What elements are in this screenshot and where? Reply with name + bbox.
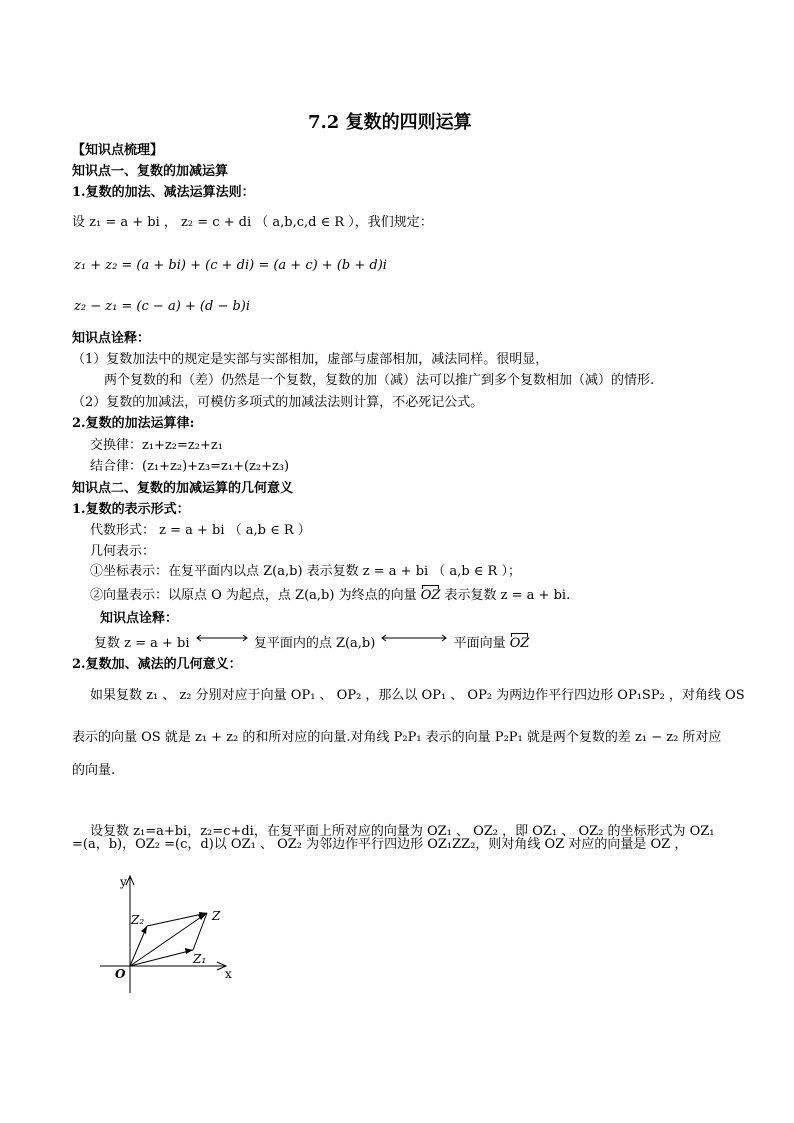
explain-item-2: （2）复数的加减法，可模仿多项式的加减法法则计算，不必死记公式。: [72, 395, 484, 410]
double-arrow-2: [379, 631, 449, 649]
double-arrow-1: [194, 631, 250, 649]
map-vector-oz: OZ: [509, 636, 530, 651]
map-vector: 平面向量: [453, 636, 510, 651]
geometric-meaning-heading: 2.复数加、减法的几何意义：: [72, 657, 242, 672]
addition-formula: z₁ + z₂ = (a + bi) + (c + di) = (a + c) + (b + d)i: [74, 258, 387, 273]
representation-heading: 1.复数的表示形式：: [72, 502, 190, 517]
parallelogram-figure: [95, 868, 245, 998]
x-axis-label: x: [225, 967, 232, 981]
paragraph-1-line-3: 的向量.: [72, 763, 116, 778]
coordinate-representation: ①坐标表示：在复平面内以点 Z(a,b) 表示复数 z = a + bi （ a,b ∈ R ）；: [90, 564, 521, 579]
explain-item-1: （1）复数加法中的规定是实部与实部相加，虚部与虚部相加，减法同样。很明显，: [72, 352, 549, 367]
paragraph-1-line-2: 表示的向量 OS 就是 z₁ + z₂ 的和所对应的向量.对角线 P₂P₁ 表示的向量 P₂P₁ 就是两个复数的差 z₁ − z₂ 所对应: [72, 730, 722, 745]
associative-law: 结合律：(z₁+z₂)+z₃=z₁+(z₂+z₃): [90, 459, 290, 474]
kp1-heading: 知识点一、复数的加减运算: [72, 164, 229, 179]
vector-oz2-head: [141, 926, 147, 934]
paragraph-2-line-1: 设复数 z₁=a+bi，z₂=c+di，在复平面上所对应的向量为 OZ₁ 、 OZ₂ ，即 OZ₁ 、 OZ₂ 的坐标形式为 OZ₁: [90, 824, 715, 839]
point-z1-label: Z₁: [193, 952, 207, 966]
algebraic-form: 代数形式： z = a + bi （ a,b ∈ R ）: [90, 523, 311, 538]
vector-rep-text-b: 表示复数 z = a + bi.: [440, 588, 571, 603]
origin-label: O: [115, 967, 126, 981]
vector-oz1-head: [185, 948, 193, 954]
explain-item-1-cont: 两个复数的和（差）仍然是一个复数，复数的加（减）法可以推广到多个复数相加（减）的情形.: [104, 373, 655, 388]
point-z2-label: Z₂: [131, 913, 145, 927]
vector-oz1: [130, 950, 193, 966]
kp2-heading: 知识点二、复数的加减运算的几何意义: [72, 481, 294, 496]
point-z-label: Z: [212, 909, 221, 923]
kp1-subheading-rules: 1.复数的加法、减法运算法则：: [72, 185, 255, 200]
correspondence-line: [94, 635, 529, 653]
vector-representation: [90, 587, 570, 605]
section-header: 【知识点梳理】: [72, 143, 164, 158]
definition-line: 设 z₁ = a + bi ， z₂ = c + di （ a,b,c,d ∈ R ），我们规定：: [72, 215, 433, 230]
explain-heading-2: 知识点诠释：: [100, 611, 179, 626]
vector-oz: OZ: [420, 588, 441, 603]
map-complex: 复数 z = a + bi: [94, 636, 190, 651]
map-point: 复平面内的点 Z(a,b): [253, 636, 376, 651]
paragraph-2-line-2: =(a，b)，OZ₂ =(c，d)以 OZ₁ 、 OZ₂ 为邻边作平行四边形 OZ₁ZZ₂，则对角线 OZ 对应的向量是 OZ ，: [72, 837, 688, 852]
subtraction-formula: z₂ − z₁ = (c − a) + (d − b)i: [74, 299, 251, 314]
addition-laws-heading: 2.复数的加法运算律:: [72, 416, 195, 431]
edge-z1-z: [193, 913, 207, 950]
explain-heading-1: 知识点诠释：: [72, 331, 151, 346]
y-axis-label: y: [120, 875, 127, 889]
geometric-form: 几何表示：: [90, 544, 156, 559]
vector-rep-text-a: ②向量表示：以原点 O 为起点，点 Z(a,b) 为终点的向量: [90, 588, 421, 603]
commutative-law: 交换律：z₁+z₂=z₂+z₁: [90, 438, 223, 453]
page-title: 7.2 复数的四则运算: [308, 112, 472, 133]
paragraph-1-line-1: 如果复数 z₁ 、 z₂ 分别对应于向量 OP₁ 、 OP₂ ，那么以 OP₁ 、 OP₂ 为两边作平行四边形 OP₁SP₂ ，对角线 OS: [90, 688, 745, 703]
